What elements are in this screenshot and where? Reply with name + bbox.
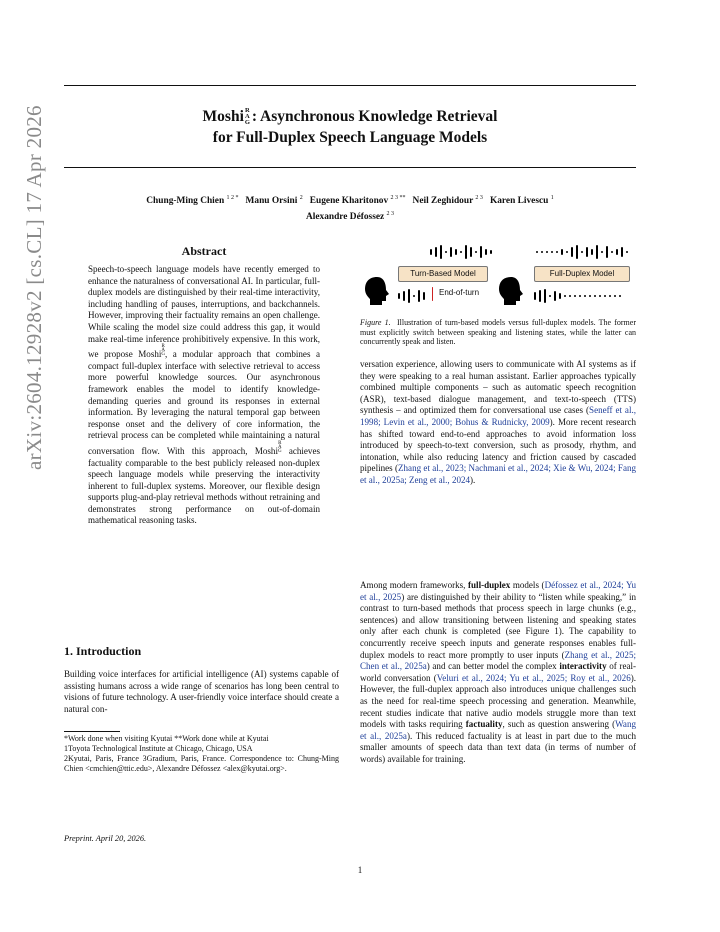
intro-paragraph-1: versation experience, allowing users to communicate with AI systems as if they were speaking to a real human assistant. Earlier approaches typically combined multiple components – such as automatic speech recognition (ASR), text-based dialogue management, and text-to-speech (TTS) synthesis – and optimized them for conversational use cases (Seneff et al., 1998; Levin et al., 2000; Bohus & Rudnicky, 2009). More recent research has shifted toward end-to-end approaches to avoid information loss introduced by speech-to-text conversion, such as prosody, rhythm, and intonation, while also reducing latency and friction caused by cascaded pipelines (Zhang et al., 2023; Nachmani et al., 2024; Xie & Wu, 2024; Fang et al., 2025a; Zeng et al., 2024). xyxy=(360,359,637,485)
waveform-bar xyxy=(480,246,482,258)
intro-paragraph-2: Among modern frameworks, full-duplex models (Défossez et al., 2024; Yu et al., 2025) are distinguished by their ability to “listen while speaking,” in contrast to turn-based methods that process speech in large chunks (e.g., sentences) and allow transitioning between listening and speaking states only after each chunk is completed (see Figure 1). The capability to concurrently receive speech inputs and generate responses enables full-duplex models to react more promptly to user inputs (Zhang et al., 2025; Chen et al., 2025a) and can better model the complex interactivity of real-world conversation (Veluri et al., 2024; Yu et al., 2025; Roy et al., 2026). However, the full-duplex approach also introduces unique challenges such as the need for real-time speech processing and generation. Meanwhile, recent studies indicate that native audio models struggle more than text models with tasks requiring factuality, such as question answering (Wang et al., 2025a). This reduced factuality is at least in part due to the much smaller amounts of speech data than text data (in terms of number of words) available for training. xyxy=(360,580,637,764)
waveform-bar xyxy=(614,295,616,297)
waveform-bar xyxy=(418,290,420,302)
waveform-bar xyxy=(465,245,467,259)
waveform-bar xyxy=(403,291,405,301)
paper-title xyxy=(64,106,636,148)
figure-1 xyxy=(360,240,636,310)
waveform-bar xyxy=(604,295,606,297)
waveform-bar xyxy=(611,251,613,253)
waveform-bar xyxy=(599,295,601,297)
preprint-date: Preprint. April 20, 2026. xyxy=(64,834,147,843)
author-name: Chung-Ming Chien xyxy=(146,196,225,207)
moshi-rag-name: MoshiR A G xyxy=(138,344,166,360)
title-top-rule xyxy=(64,85,636,86)
waveform-bar xyxy=(485,249,487,255)
waveform-bar xyxy=(579,295,581,297)
waveform-bar xyxy=(398,293,400,299)
waveform-bar xyxy=(544,289,546,303)
waveform-bar xyxy=(430,249,432,255)
citation-link[interactable]: Zhang et al., 2025; Chen et al., 2025a xyxy=(360,649,636,672)
arxiv-stamp: arXiv:2604.12928v2 [cs.CL] 17 Apr 2026 xyxy=(22,105,46,470)
affiliation-footnote: *Work done when visiting Kyutai **Work done while at Kyutai 1Toyota Technological Institute at Chicago, Chicago, USA 2Kyutai, Paris, France 3Gradium, Paris, France. Correspondence to: Chung-Ming Chien <cmchien@ttic.edu>, Alexandre Défossez <alex@kyutai.org>. xyxy=(64,734,339,773)
waveform-bar xyxy=(601,251,603,253)
waveform-bar xyxy=(413,295,415,297)
footnote-rule xyxy=(64,731,120,732)
waveform-bar xyxy=(596,245,598,259)
waveform-bar xyxy=(450,247,452,257)
waveform-bar xyxy=(541,251,543,253)
waveform-bar xyxy=(626,251,628,253)
citation-link[interactable]: Seneff et al., 1998; Levin et al., 2000; Bohus & Rudnicky, 2009 xyxy=(360,405,636,427)
waveform-bar xyxy=(576,245,578,259)
waveform-bar xyxy=(536,251,538,253)
waveform-bar xyxy=(564,295,566,297)
waveform-bar xyxy=(539,290,541,302)
title-line2: for Full-Duplex Speech Language Models xyxy=(212,129,488,146)
title-name-prefix: Moshi xyxy=(202,108,244,125)
waveform-bar xyxy=(534,292,536,300)
waveform-bar xyxy=(460,251,462,253)
waveform-bar xyxy=(423,292,425,300)
waveform-bar xyxy=(551,251,553,253)
title-bottom-rule xyxy=(64,167,636,168)
waveform-bar xyxy=(475,251,477,253)
citation-link[interactable]: Veluri et al., 2024; Yu et al., 2025; Roy et al., 2026 xyxy=(436,672,631,683)
waveform-bar xyxy=(594,295,596,297)
waveform-bar xyxy=(574,295,576,297)
waveform-bar xyxy=(589,295,591,297)
full-duplex-input-waveform xyxy=(534,288,630,304)
waveform-bar xyxy=(408,289,410,303)
full-duplex-model-box: Full-Duplex Model xyxy=(534,266,630,282)
waveform-bar xyxy=(606,246,608,258)
citation-link[interactable]: Zhang et al., 2023; Nachmani et al., 2024; Xie & Wu, 2024; Fang et al., 2025a; Zeng et al., 2024 xyxy=(360,463,637,485)
waveform-bar xyxy=(546,251,548,253)
author-name: Karen Livescu xyxy=(489,196,549,207)
waveform-bar xyxy=(569,295,571,297)
end-of-turn-label: End-of-turn xyxy=(439,288,480,297)
waveform-bar xyxy=(435,247,437,257)
title-line1-rest: : Asynchronous Knowledge Retrieval xyxy=(251,108,498,125)
waveform-bar xyxy=(619,295,621,297)
introduction-body: Building voice interfaces for artificial intelligence (AI) systems capable of assisting humans across a wide range of scenarios has long been central to visions of future technology. A user-friendly voice interface should create a natural con- xyxy=(64,669,339,714)
citation-link[interactable]: Wang et al., 2025a xyxy=(360,719,636,741)
waveform-bar xyxy=(591,249,593,255)
waveform-bar xyxy=(554,291,556,301)
waveform-bar xyxy=(581,251,583,253)
listener-head-icon xyxy=(498,276,524,306)
author-name: Neil Zeghidour xyxy=(412,196,474,207)
author-name: Alexandre Défossez xyxy=(305,212,385,223)
listener-head-icon xyxy=(364,276,390,306)
turn-based-model-box: Turn-Based Model xyxy=(398,266,488,282)
waveform-bar xyxy=(440,245,442,259)
waveform-bar xyxy=(556,251,558,253)
waveform-bar xyxy=(609,295,611,297)
author-list: Chung-Ming Chien $^{1 2 *}$ Manu Orsini $^2$ Eugene Kharitonov $^{2 3 **}$ Neil Zeghidour $^{2 3}$ Karen Livescu $^1$ Alexandre Défossez $^{2 3}$ xyxy=(146,195,554,223)
waveform-bar xyxy=(586,247,588,257)
abstract-body: Speech-to-speech language models have recently emerged to enhance the naturalness of conversational AI. In particular, full-duplex models are distinguished by their real-time interactivity, including handling of pauses, interruptions, and backchannels. However, improving their factuality remains an open challenge. While scaling the model size could address this gap, it would make real-time inference prohibitively expensive. In this work, we propose MoshiR A G, a modular approach that combines a compact full-duplex interface with selective retrieval to access more powerful knowledge sources. Our asynchronous framework enables the model to identify knowledge-demanding queries and ground its responses in external information. By leveraging the natural temporal gap between response onset and the delivery of core information, the retrieval process can be completed while maintaining a natural conversation flow. With this approach, MoshiR A G achieves factuality comparable to the best publicly released non-duplex speech language models while preserving the interactivity inherent to full-duplex systems. Moreover, our flexible design supports plug-and-play retrieval methods without retraining and demonstrates strong performance on out-of-domain mathematical reasoning tasks. xyxy=(88,264,321,526)
waveform-bar xyxy=(445,251,447,253)
waveform-bar xyxy=(549,295,551,297)
turn-based-output-waveform xyxy=(430,244,500,260)
waveform-bar xyxy=(559,293,561,299)
waveform-bar xyxy=(470,247,472,257)
page-number: 1 xyxy=(357,865,363,875)
moshi-rag-name: MoshiR A G xyxy=(254,440,282,456)
citation-link[interactable]: Défossez et al., 2024; Yu et al., 2025 xyxy=(360,580,636,602)
rag-superscript-stack: R A G xyxy=(244,107,250,126)
waveform-bar xyxy=(571,247,573,257)
abstract-heading: Abstract xyxy=(181,244,227,258)
waveform-bar xyxy=(455,249,457,255)
waveform-bar xyxy=(584,295,586,297)
waveform-bar xyxy=(566,251,568,253)
waveform-bar xyxy=(561,249,563,255)
end-of-turn-marker xyxy=(432,287,433,301)
figure-1-caption: Figure 1. Illustration of turn-based models versus full-duplex models. The former must explicitly switch between speaking and listening states, while the latter can concurrently speak and listen. xyxy=(360,318,636,347)
waveform-bar xyxy=(621,247,623,257)
author-name: Eugene Kharitonov xyxy=(309,196,389,207)
introduction-heading: 1. Introduction xyxy=(64,644,142,658)
author-name: Manu Orsini xyxy=(245,196,298,207)
waveform-bar xyxy=(616,249,618,255)
full-duplex-output-waveform xyxy=(536,244,632,260)
waveform-bar xyxy=(490,250,492,254)
